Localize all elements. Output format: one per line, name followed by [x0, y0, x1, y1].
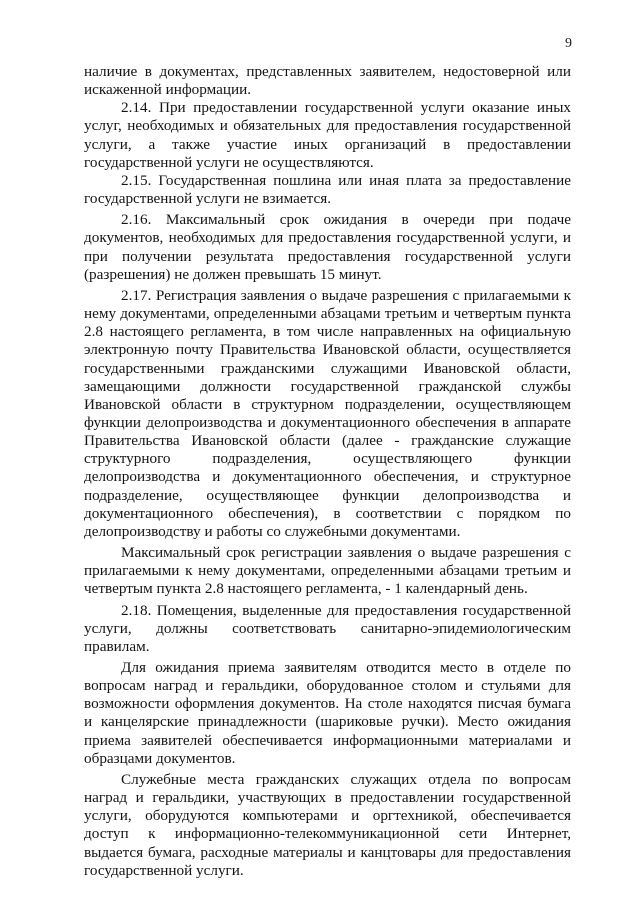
paragraph-2-15: 2.15. Государственная пошлина или иная плата за предоставление государственной услуги не взимается. [84, 171, 571, 208]
paragraph-continuation: наличие в документах, представленных заявителем, недостоверной или искаженной информации. [84, 63, 571, 99]
page-number: 9 [565, 36, 572, 51]
paragraph-workplaces: Служебные места гражданских служащих отдела по вопросам наград и геральдики, участвующих в предоставлении государственной услуги, оборудуются компьютерами и оргтехникой, обеспечивается доступ к информационно-телекоммуникационной сети Интернет, выдается бумага, расходные материалы и канцтовары для предоставления государственной услуги. [84, 770, 571, 879]
paragraph-2-17: 2.17. Регистрация заявления о выдаче разрешения с прилагаемыми к нему документами, определенными абзацами третьим и четвертым пункта 2.8 настоящего регламента, в том числе направленных на официальную электронную почту Правительства Ивановской области, осуществляется государственными гражданскими служащими Ивановской области, замещающими должности государственной гражданской службы Ивановской области в структурном подразделении, осуществляющем функции делопроизводства и документационного обеспечения в аппарате Правительства Ивановской области (далее - гражданские служащие структурного подразделения, осуществляющего функции делопроизводства и документационного обеспечения, и структурное подразделение, осуществляющее функции делопроизводства и документационного обеспечения), в соответствии с порядком по делопроизводству и работы со служебными документами. [84, 286, 571, 540]
paragraph-2-18: 2.18. Помещения, выделенные для предоставления государственной услуги, должны соответствовать санитарно-эпидемиологическим правилам. [84, 601, 571, 655]
paragraph-waiting-place: Для ожидания приема заявителям отводится место в отделе по вопросам наград и геральдики, оборудованное столом и стульями для возможности оформления документов. На столе находятся писчая бумага и канцелярские принадлежности (шариковые ручки). Место ожидания приема заявителей обеспечивается информационными материалами и образцами документов. [84, 659, 571, 767]
paragraph-registration-term: Максимальный срок регистрации заявления о выдаче разрешения с прилагаемыми к нему документами, определенными абзацами третьим и четвертым пункта 2.8 настоящего регламента, - 1 календарный день. [84, 544, 571, 598]
paragraph-2-14: 2.14. При предоставлении государственной услуги оказание иных услуг, необходимых и обязательных для предоставления государственной услуги, а также участие иных организаций в предоставлении государственной услуги не осуществляются. [84, 99, 571, 171]
document-body [84, 63, 571, 880]
paragraph-2-16: 2.16. Максимальный срок ожидания в очереди при подаче документов, необходимых для предоставления государственной услуги, и при получении результата предоставления государственной услуги (разрешения) не должен превышать 15 минут. [84, 211, 571, 283]
